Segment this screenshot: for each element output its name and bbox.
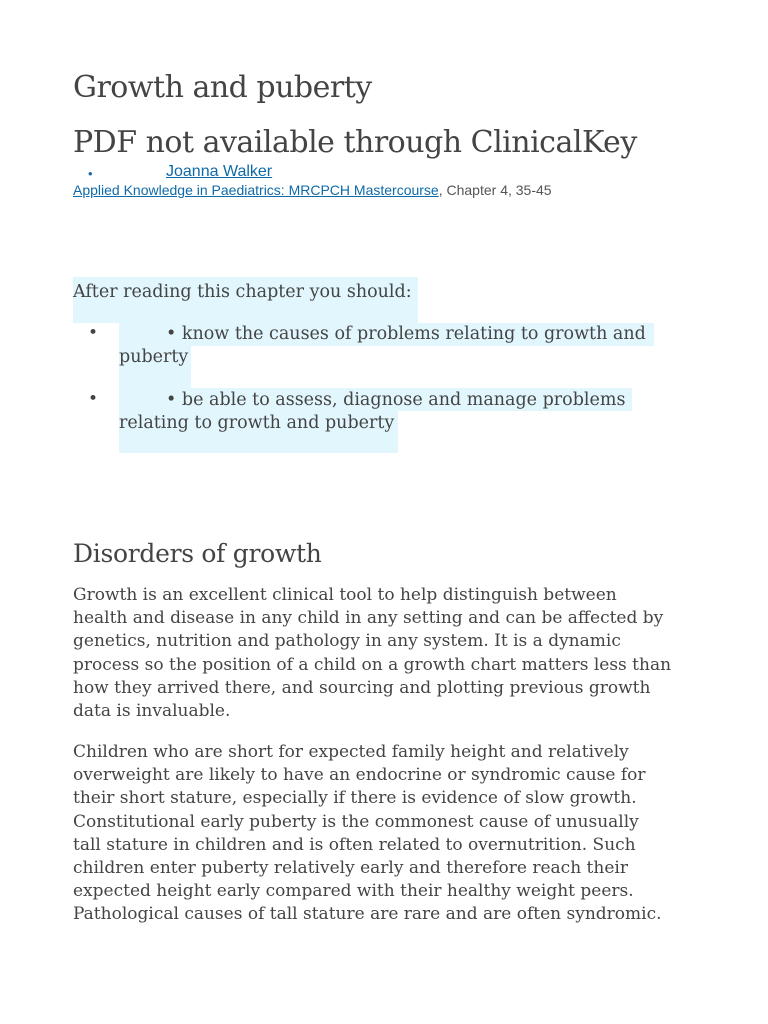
objectives-intro: After reading this chapter you should: [73, 282, 412, 302]
paragraph-2-line: Children who are short for expected family height and relatively [73, 742, 629, 762]
objective-1-line1: • know the causes of problems relating to growth and [166, 324, 646, 344]
availability-notice: PDF not available through ClinicalKey [73, 125, 637, 160]
paragraph-1-line: health and disease in any child in any setting and can be affected by [73, 608, 664, 629]
paragraph-2-line: expected height early compared with their healthy weight peers. [73, 881, 634, 902]
page-title: Growth and puberty [73, 70, 372, 105]
paragraph-1-line: data is invaluable. [73, 701, 231, 722]
paragraph-1 [73, 584, 713, 723]
paragraph-1-line: how they arrived there, and sourcing and plotting previous growth [73, 677, 651, 698]
paragraph-2 [73, 741, 713, 927]
section-heading: Disorders of growth [73, 539, 322, 568]
paragraph-2-line: Constitutional early puberty is the commonest cause of unusually [73, 811, 639, 832]
objective-1-line2: puberty [119, 347, 189, 367]
paragraph-2-line: children enter puberty relatively early and therefore reach their [73, 858, 628, 879]
objective-2-line2: relating to growth and puberty [119, 413, 395, 433]
author-link[interactable]: Joanna Walker [166, 163, 273, 180]
paragraph-1-line: process so the position of a child on a growth chart matters less than [73, 654, 672, 675]
paragraph-1-line: genetics, nutrition and pathology in any system. It is a dynamic [73, 631, 621, 652]
paragraph-2-line: their short stature, especially if there is evidence of slow growth. [73, 788, 637, 809]
author-bullet: • [88, 166, 93, 181]
citation [73, 183, 552, 197]
book-title-link[interactable]: Applied Knowledge in Paediatrics: MRCPCH Mastercourse [73, 182, 439, 198]
objective-2-line1: • be able to assess, diagnose and manage problems [166, 390, 626, 410]
objective-1-bullet: • [88, 323, 99, 343]
paragraph-1-line: Growth is an excellent clinical tool to help distinguish between [73, 585, 617, 605]
book-meta: , Chapter 4, 35-45 [438, 182, 552, 198]
paragraph-2-line: tall stature in children and is often related to overnutrition. Such [73, 834, 636, 855]
paragraph-2-line: Pathological causes of tall stature are rare and are often syndromic. [73, 904, 662, 925]
paragraph-2-line: overweight are likely to have an endocrine or syndromic cause for [73, 765, 646, 786]
objective-2-bullet: • [88, 389, 99, 409]
